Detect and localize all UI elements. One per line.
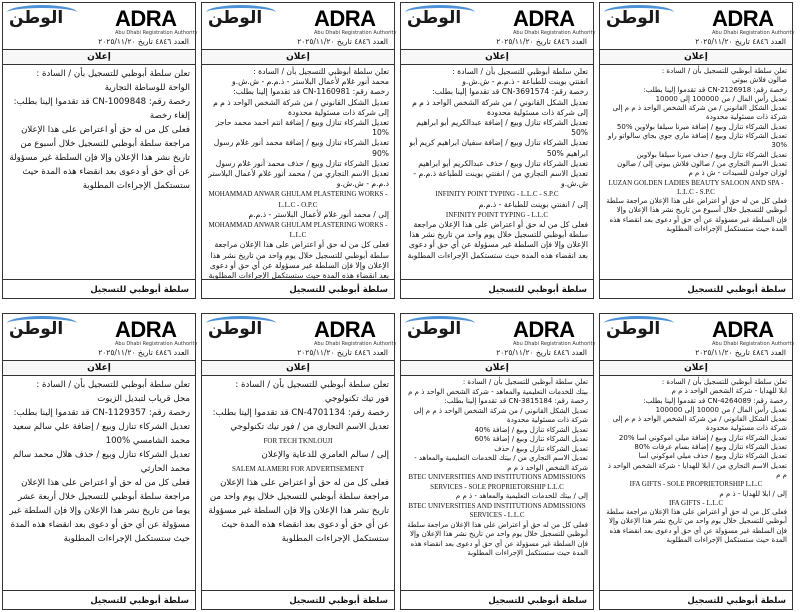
card-header — [3, 314, 198, 348]
notice-line: تعديل الاسم التجاري من / بيتك للخدمات التعليمية والمعاهد - شركة الشخص الواحد ذ م م — [414, 454, 588, 472]
adra-subtitle: Abu Dhabi Registration Authority — [712, 341, 795, 347]
notice-title: إعلان — [3, 49, 195, 65]
notice-line: فعلى كل من له حق أو اعتراض على هذا الإعلان مراجعة سلطة أبوظبي للتسجيل خلال أسبوع من تاريخ نشر هذا الإعلان وإلا فإن السلطة غير مسؤولة عن أي حق أو دعوى بعد انقضاء هذه المدة حيث ستستكمل الإجراءات المطلوبة — [606, 197, 787, 234]
notice-footer: سلطة أبوظبي للتسجيل — [687, 596, 786, 606]
notice-line: فور تيك تكنولوجي — [324, 394, 389, 404]
notice-line: تعديل الشركاء تنازل وبيع / حذف عبدالكريم أبو ابراهيم — [418, 158, 588, 168]
newspaper-logo: الوطن — [606, 8, 661, 28]
notice-line: رخصة رقم: CN-1129357 قد تقدموا إلينا بطلب: — [13, 408, 190, 418]
notice-line: تعديل الشركاء تنازل وبيع / إضافة سفيان ابراهيم كريم أبو ابراهيم %50 — [409, 138, 588, 158]
card-header — [600, 3, 795, 37]
notice-line: تعلن سلطة أبوظبي للتسجيل بأن / السادة : — [661, 378, 787, 386]
notice-line: تعديل الشركاء تنازل وبيع / حذف ميلي اموكوني اسا — [638, 452, 787, 461]
notice-line: إلى / ابلا للهدايا - ذ م م — [719, 489, 787, 498]
card-header — [401, 314, 596, 348]
notice-line: تعلن سلطة أبوظبي للتسجيل بأن / السادة : — [452, 67, 588, 76]
notice-line: فعلى كل من له حق أو اعتراض على هذا الإعلان مراجعة سلطة أبوظبي للتسجيل خلال أربعة عشر يوما من تاريخ نشر هذا الإعلان وإلا فإن السلطة غير مسؤولة عن أي حق أو دعوى بعد انقضاء هذه المدة حيث ستستكمل الإجراءات المطلوبة — [9, 478, 190, 544]
notice-footer: سلطة أبوظبي للتسجيل — [90, 285, 189, 295]
notice-line: تعديل الشركاء تنازل وبيع / إضافة ميلي اموكوني اسا %20 — [618, 433, 787, 442]
notice-line: تعلن سلطة أبوظبي للتسجيل بأن / السادة : — [462, 378, 588, 386]
adra-logo: ADRA — [314, 317, 376, 342]
notice-title: إعلان — [202, 49, 394, 65]
notice-body — [406, 67, 588, 273]
notice-line: محل قرياب لتبديل الزيوت — [97, 394, 190, 404]
notice-line: تعلن سلطة أبوظبي للتسجيل بأن / السادة : — [253, 67, 389, 76]
notice-line: إلى / محمد أنور غلام لأعمال البلاستر - ذ.م.م — [248, 209, 389, 219]
notice-card-4 — [2, 2, 196, 299]
notice-line: رخصة رقم: CN-3815184 قد تقدموا إلينا بطلب: — [444, 397, 588, 405]
card-header — [401, 3, 596, 37]
notice-line: إلى / بيتك للخدمات التعليمية والمعاهد - ذ م م — [455, 492, 588, 500]
newspaper-logo: الوطن — [208, 8, 263, 28]
notice-line: تعديل الشركاء تنازل وبيع / إضافة %60 — [474, 435, 588, 443]
notice-line: رخصة رقم: CN-4264089 قد تقدموا إلينا بطلب: — [643, 396, 787, 405]
card-header — [3, 3, 198, 37]
notice-line: تعديل الاسم التجاري من / محمد أنور غلام لأعمال البلاستر ذ.م.م - ش.ش.و — [208, 169, 389, 189]
notice-english-name: INFINITY POINT TYPING - L.L.C - S.P.C — [435, 190, 559, 199]
adra-logo: ADRA — [115, 317, 177, 342]
issue-line: العدد ٤٨٤٦ تاريخ ٢٠٢٥/١١/٢٠ — [496, 348, 587, 357]
notice-line: رخصة رقم: CN-2126918 قد تقدموا إلينا بطلب: — [643, 85, 787, 94]
adra-subtitle: Abu Dhabi Registration Authority — [115, 341, 198, 347]
notice-body — [8, 378, 190, 584]
notice-body — [406, 378, 588, 584]
notice-line: بيتك للخدمات التعليمية والمعاهد - شركة الشخص الواحد ذ م م — [408, 387, 588, 396]
notice-title: إعلان — [401, 49, 593, 65]
adra-logo: ADRA — [513, 317, 575, 342]
notice-line: إلى / انفنتي بوينت للطباعة - ذ.م.م — [478, 199, 588, 209]
notice-card-6 — [400, 313, 594, 610]
notice-footer: سلطة أبوظبي للتسجيل — [289, 285, 388, 295]
card-header — [202, 314, 397, 348]
adra-logo: ADRA — [513, 6, 575, 31]
notice-card-3 — [201, 2, 395, 299]
notice-line: رخصة رقم: CN-1160981 قد تقدموا إلينا بطلب: — [233, 87, 389, 97]
notice-title: إعلان — [600, 360, 792, 376]
notice-line: إلغاء رخصة — [149, 111, 190, 121]
notice-body — [207, 67, 389, 281]
notice-title: إعلان — [600, 49, 792, 65]
notice-line: تعلن سلطة أبوظبي للتسجيل بأن / السادة : — [36, 69, 190, 79]
adra-logo: ADRA — [712, 317, 774, 342]
adra-subtitle: Abu Dhabi Registration Authority — [314, 341, 397, 347]
newspaper-logo: الوطن — [9, 319, 64, 339]
notice-footer: سلطة أبوظبي للتسجيل — [687, 285, 786, 295]
notice-line: تعديل الشكل القانوني / من شركة الشخص الواحد ذ م م إلى شركة ذات مسئولية محدودة — [612, 415, 787, 433]
adra-subtitle: Abu Dhabi Registration Authority — [513, 30, 596, 36]
notice-english-name: BTEC UNIVERSITIES AND INSTITUTIONS ADMISSIONS SERVICES - SOLE PROPRIETORSHIP L.L.C — [408, 473, 586, 491]
card-header — [202, 3, 397, 37]
card-header — [600, 314, 795, 348]
notice-title: إعلان — [401, 360, 593, 376]
notice-line: تعديل الشركاء تنازل وبيع / حذف هلال محمد سالم محمد الحارثي — [13, 450, 190, 474]
notice-line: فعلى كل من له حق أو اعتراض على هذا الإعلان مراجعة سلطة أبوظبي للتسجيل خلال يوم واحد من تاريخ نشر هذا الإعلان وإلا فإن السلطة غير مسؤولة عن أي حق أو دعوى بعد انقضاء هذه المدة حيث ستستكمل الإجراءات المطلوبة — [606, 508, 787, 545]
newspaper-logo: الوطن — [407, 8, 462, 28]
footer-divider — [401, 590, 593, 591]
adra-subtitle: Abu Dhabi Registration Authority — [513, 341, 596, 347]
footer-divider — [600, 279, 792, 280]
notice-card-5 — [599, 313, 793, 610]
notices-grid — [2, 2, 798, 610]
notice-line: فعلى كل من له حق أو اعتراض على هذا الإعلان مراجعة سلطة أبوظبي للتسجيل خلال يوم واحد من تاريخ نشر هذا الإعلان وإلا فإن السلطة غير مسؤولة عن أي حق أو دعوى بعد انقضاء هذه المدة حيث ستستكمل الإجراءات المطلوبة — [407, 520, 588, 557]
notice-line: فعلى كل من له حق أو اعتراض على هذا الإعلان مراجعة سلطة أبوظبي للتسجيل خلال يوم واحد من تاريخ نشر هذا الإعلان وإلا فإن السلطة غير مسؤولة عن أي حق أو دعوى بعد انقضاء هذه المدة حيث ستستكمل الإجراءات المطلوبة — [208, 240, 389, 281]
notice-english-name: MOHAMMAD ANWAR GHULAM PLASTERING WORKS - L.L.C — [208, 221, 388, 240]
footer-divider — [202, 590, 394, 591]
issue-line: العدد ٤٨٤٦ تاريخ ٢٠٢٥/١١/٢٠ — [695, 348, 786, 357]
notice-english-name: MOHAMMAD ANWAR GHULAM PLASTERING WORKS - L.L.C - O.P.C — [208, 190, 388, 209]
notice-line: تعديل الشركاء تنازل وبيع / إضافة %40 — [474, 425, 588, 434]
footer-divider — [3, 590, 195, 591]
footer-divider — [202, 279, 394, 280]
footer-divider — [401, 279, 593, 280]
newspaper-logo: الوطن — [407, 319, 462, 339]
notice-footer: سلطة أبوظبي للتسجيل — [488, 596, 587, 606]
newspaper-logo: الوطن — [9, 8, 64, 28]
issue-line: العدد ٤٨٤٦ تاريخ ٢٠٢٥/١١/٢٠ — [297, 348, 388, 357]
notice-line: تعديل الاسم التجاري من / فور تيك تكنولوجي — [230, 422, 389, 432]
issue-line: العدد ٤٨٤٦ تاريخ ٢٠٢٥/١١/٢٠ — [496, 37, 587, 46]
notice-line: تعديل الشكل القانوني / من شركة الشخص الواحد ذ م م إلى شركة ذات مسئولية محدودة — [413, 406, 588, 424]
notice-line: تعديل الشكل القانوني / من شركة الشخص الواحد ذ م م إلى شركة ذات مسئولية محدودة — [412, 97, 588, 117]
notice-line: تعديل الشكل القانوني / من شركة الشخص الواحد ذ م م إلى شركة ذات مسئولية محدودة — [213, 97, 389, 117]
notice-body — [8, 67, 190, 273]
notice-title: إعلان — [3, 360, 195, 376]
notice-line: تعديل الشركاء تنازل وبيع / إضافة ماري جوي بجاي سالواتو راو %30 — [608, 132, 787, 150]
notice-line: صالون فلاش بيوتي — [732, 76, 787, 85]
notice-line: محمد أنور غلام لأعمال البلاستر - ذ.م.م - ش.ش.و — [232, 77, 389, 87]
notice-line: إلى / سالم العامري للدعاية والإعلان — [261, 450, 389, 460]
footer-divider — [3, 279, 195, 280]
notice-footer: سلطة أبوظبي للتسجيل — [488, 285, 587, 295]
notice-line: تعلن سلطة أبوظبي للتسجيل بأن / السادة : — [235, 380, 389, 390]
notice-line: فعلى كل من له حق أو اعتراض على هذا الإعلان مراجعة سلطة أبوظبي للتسجيل خلال يوم واحد من تاريخ نشر هذا الإعلان وإلا فإن السلطة غير مسؤولة عن أي حق أو دعوى بعد انقضاء هذه المدة حيث ستستكمل الإجراءات المطلوبة — [208, 478, 389, 544]
adra-logo: ADRA — [712, 6, 774, 31]
notice-line: تعديل الشركاء تنازل وبيع / إضافة ميرنا سيلفا بولاوين %50 — [616, 122, 787, 131]
adra-subtitle: Abu Dhabi Registration Authority — [712, 30, 795, 36]
notice-line: تعلن سلطة أبوظبي للتسجيل بأن / السادة : — [661, 67, 787, 75]
notice-line: فعلى كل من له حق أو اعتراض على هذا الإعلان مراجعة سلطة أبوظبي للتسجيل خلال أسبوع من تاريخ نشر هذا الإعلان وإلا فإن السلطة غير مسؤولة عن أي حق أو دعوى بعد انقضاء هذه المدة حيث ستستكمل الإجراءات المطلوبة — [9, 125, 190, 191]
notice-line: تعديل الشركاء تنازل وبيع / حذف — [494, 444, 588, 453]
notice-line: تعديل الشركاء تنازل وبيع / إضافة محمد أنور غلام رسول %90 — [213, 138, 389, 158]
notice-line: تعلن سلطة أبوظبي للتسجيل بأن / السادة : — [36, 380, 190, 390]
adra-logo: ADRA — [314, 6, 376, 31]
notice-line: تعديل الاسم التجاري من / ابلا للهدايا - شركة الشخص الواحد ذ م م — [607, 461, 787, 479]
issue-line: العدد ٤٨٤٦ تاريخ ٢٠٢٥/١١/٢٠ — [98, 348, 189, 357]
notice-line: تعديل الشركاء تنازل وبيع / إضافة بسام عرفات %80 — [634, 443, 787, 452]
notice-line: انفنتي بوينت للطباعة - ذ.م.م - ش.ش.و — [462, 77, 588, 87]
notice-line: تعديل رأس المال / من 100000 إلى 10000 — [655, 94, 787, 103]
notice-line: الواحة للوساطة التجارية — [104, 83, 190, 93]
notice-english-name: FOR TECH TKNLOUJI — [263, 437, 333, 445]
newspaper-logo: الوطن — [208, 319, 263, 339]
notice-body — [605, 67, 787, 273]
notice-line: تعديل الشركاء تنازل وبيع / إضافة علي سالم سعيد محمد الشامسي %100 — [12, 422, 190, 446]
notice-card-7 — [201, 313, 395, 610]
notice-line: تعديل الشركاء تنازل وبيع / حذف محمد أنور غلام رسول — [215, 158, 389, 168]
notice-line: تعديل الاسم التجاري من / انفنتي بوينت للطباعة ذ.م.م - ش.ش.و — [413, 169, 588, 189]
issue-line: العدد ٤٨٤٦ تاريخ ٢٠٢٥/١١/٢٠ — [98, 37, 189, 46]
notice-card-2 — [400, 2, 594, 299]
notice-card-1 — [599, 2, 793, 299]
notice-line: تعديل الشركاء تنازل وبيع / إضافة انتم احمد محمد حاجز %10 — [215, 118, 389, 138]
notice-line: تعديل الاسم التجاري من / صالون فلاش بيوتي إلى / صالون لوزان جولدن للسيدات - ش ذ م م — [617, 159, 787, 178]
notice-line: تعديل الشكل القانوني / من شركة الشخص الواحد ذ م م إلى شركة ذات مسئولية محدودة — [612, 104, 787, 122]
notice-title: إعلان — [202, 360, 394, 376]
adra-subtitle: Abu Dhabi Registration Authority — [115, 30, 198, 36]
notice-english-name: IFA GIFTS - L.L.C — [668, 498, 724, 507]
notice-body — [207, 378, 389, 584]
notice-footer: سلطة أبوظبي للتسجيل — [289, 596, 388, 606]
notice-english-name: LUZAN GOLDEN LADIES BEAUTY SALOON AND SPA - L.L.C - S.P.C — [608, 178, 784, 196]
issue-line: العدد ٤٨٤٦ تاريخ ٢٠٢٥/١١/٢٠ — [297, 37, 388, 46]
notice-line: رخصة رقم: CN-3691574 قد تقدموا إلينا بطلب: — [432, 87, 588, 97]
newspaper-logo: الوطن — [606, 319, 661, 339]
issue-line: العدد ٤٨٤٦ تاريخ ٢٠٢٥/١١/٢٠ — [695, 37, 786, 46]
notice-line: رخصة رقم: CN-4701134 قد تقدموا إلينا بطلب: — [212, 408, 389, 418]
notice-card-8 — [2, 313, 196, 610]
notice-footer: سلطة أبوظبي للتسجيل — [90, 596, 189, 606]
notice-line: فعلى كل من له حق أو اعتراض على هذا الإعلان مراجعة سلطة أبوظبي للتسجيل خلال يوم واحد من تاريخ نشر هذا الإعلان وإلا فإن السلطة غير مسؤولة عن أي حق أو دعوى بعد انقضاء هذه المدة حيث ستستكمل الإجراءات المطلوبة — [407, 220, 588, 260]
notice-english-name: SALEM ALAMERI FOR ADVERTISEMENT — [231, 465, 364, 473]
notice-line: تعديل رأس المال / من 10000 إلى 100000 — [655, 405, 787, 414]
notice-line: ابلا للهدايا - شركة الشخص الواحد ذ م م — [671, 387, 787, 396]
footer-divider — [600, 590, 792, 591]
notice-english-name: INFINITY POINT TYPING - L.L.C — [445, 210, 549, 219]
adra-subtitle: Abu Dhabi Registration Authority — [314, 30, 397, 36]
adra-logo: ADRA — [115, 6, 177, 31]
notice-line: تعديل الشركاء تنازل وبيع / إضافة عبدالكريم أبو ابراهيم %50 — [416, 118, 588, 138]
notice-body — [605, 378, 787, 584]
notice-line: تعديل الشركاء تنازل وبيع / حذف ميرنا سيلفا بولاوين — [636, 150, 787, 159]
notice-english-name: IFA GIFTS - SOLE PROPRIETORSHIP L.L.C — [629, 480, 763, 489]
notice-line: رخصة رقم: CN-1009848 قد تقدموا إلينا بطلب: — [13, 97, 190, 107]
notice-english-name: BTEC UNIVERSITIES AND INSTITUTIONS ADMISSIONS SERVICES - L.L.C — [408, 501, 586, 519]
